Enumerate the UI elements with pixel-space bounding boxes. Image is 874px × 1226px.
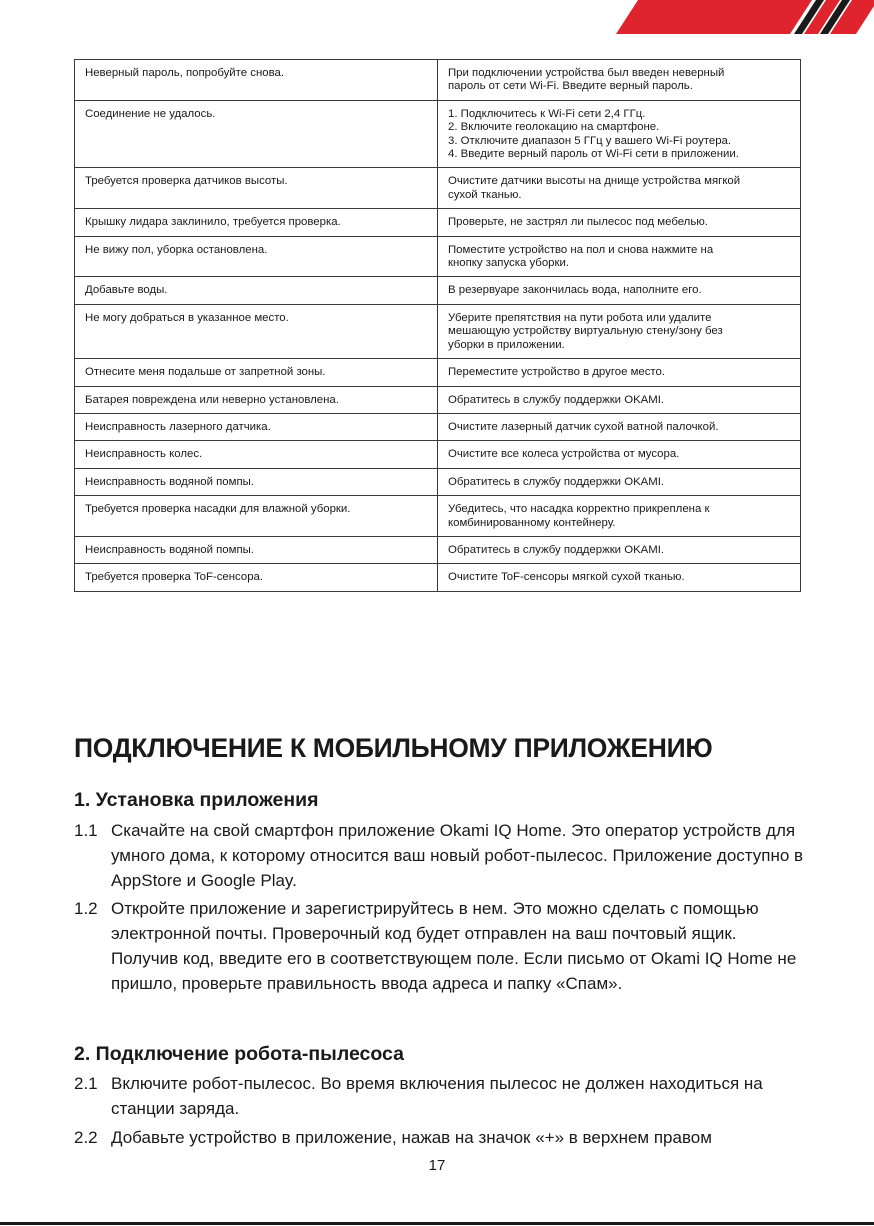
error-message-cell: Добавьте воды. [75, 277, 438, 304]
error-messages-table [74, 59, 801, 592]
solution-cell: При подключении устройства был введен неверный пароль от сети Wi-Fi. Введите верный пароль. [438, 60, 801, 101]
solution-cell: Уберите препятствия на пути робота или удалите мешающую устройству виртуальную стену/зону без уборки в приложении. [438, 304, 801, 358]
list-item-2-1 [74, 1071, 804, 1121]
error-message-cell: Требуется проверка насадки для влажной уборки. [75, 496, 438, 537]
item-number: 1.2 [74, 899, 98, 918]
error-message-cell: Неисправность водяной помпы. [75, 536, 438, 563]
corner-stripes-decoration [574, 0, 874, 34]
error-message-cell: Батарея повреждена или неверно установлена. [75, 386, 438, 413]
solution-cell: Обратитесь в службу поддержки OKAMI. [438, 386, 801, 413]
solution-cell: Очистите датчики высоты на днище устройства мягкой сухой тканью. [438, 168, 801, 209]
solution-cell: Проверьте, не застрял ли пылесос под мебелью. [438, 209, 801, 236]
list-item-1-2 [74, 896, 804, 996]
error-message-cell: Отнесите меня подальше от запретной зоны. [75, 359, 438, 386]
table-row [75, 468, 801, 495]
solution-cell: Обратитесь в службу поддержки OKAMI. [438, 468, 801, 495]
section-title-connect: 2. Подключение робота-пылесоса [74, 1043, 404, 1065]
list-item-2-2 [74, 1125, 804, 1150]
error-message-cell: Неисправность лазерного датчика. [75, 413, 438, 440]
error-message-cell: Соединение не удалось. [75, 100, 438, 168]
error-message-cell: Крышку лидара заклинило, требуется проверка. [75, 209, 438, 236]
error-message-cell: Неисправность водяной помпы. [75, 468, 438, 495]
error-message-cell: Неверный пароль, попробуйте снова. [75, 60, 438, 101]
table-row [75, 168, 801, 209]
table-row [75, 564, 801, 591]
table-row [75, 100, 801, 168]
table-row [75, 304, 801, 358]
solution-cell: Переместите устройство в другое место. [438, 359, 801, 386]
solution-cell: Поместите устройство на пол и снова нажмите на кнопку запуска уборки. [438, 236, 801, 277]
error-message-cell: Неисправность колес. [75, 441, 438, 468]
table-row [75, 209, 801, 236]
table-row [75, 277, 801, 304]
item-text: Откройте приложение и зарегистрируйтесь в нем. Это можно сделать с помощью электронной почты. Проверочный код будет отправлен на ваш почтовый ящик. Получив код, введите его в соответствующем поле. Если письмо от Okami IQ Home не пришло, проверьте правильность ввода адреса и папку «Спам». [111, 899, 797, 993]
section-title-install: 1. Установка приложения [74, 789, 319, 811]
table-row [75, 441, 801, 468]
list-item-1-1 [74, 818, 804, 893]
bottom-rule [0, 1222, 874, 1225]
solution-cell: Очистите ToF-сенсоры мягкой сухой тканью. [438, 564, 801, 591]
solution-cell: Обратитесь в службу поддержки OKAMI. [438, 536, 801, 563]
table-row [75, 496, 801, 537]
item-text: Включите робот-пылесос. Во время включения пылесос не должен находиться на станции заряда. [111, 1074, 763, 1118]
solution-cell: В резервуаре закончилась вода, наполните его. [438, 277, 801, 304]
solution-cell: Убедитесь, что насадка корректно прикреплена к комбинированному контейнеру. [438, 496, 801, 537]
error-message-cell: Требуется проверка ToF-сенсора. [75, 564, 438, 591]
table-row [75, 536, 801, 563]
error-message-cell: Не могу добраться в указанное место. [75, 304, 438, 358]
section-heading: ПОДКЛЮЧЕНИЕ К МОБИЛЬНОМУ ПРИЛОЖЕНИЮ [74, 733, 713, 763]
item-text: Добавьте устройство в приложение, нажав на значок «+» в верхнем правом [111, 1128, 712, 1147]
red-band [616, 0, 812, 34]
solution-cell: 1. Подключитесь к Wi-Fi сети 2,4 ГГц. 2. Включите геолокацию на смартфоне. 3. Отключите диапазон 5 ГГц у вашего Wi-Fi роутера. 4. Введите верный пароль от Wi-Fi сети в приложении. [438, 100, 801, 168]
table-row [75, 413, 801, 440]
solution-cell: Очистите лазерный датчик сухой ватной палочкой. [438, 413, 801, 440]
page-number: 17 [428, 1157, 446, 1174]
item-number: 2.1 [74, 1074, 98, 1093]
error-table-body [75, 60, 801, 592]
table-row [75, 236, 801, 277]
table-row [75, 359, 801, 386]
table-row [75, 386, 801, 413]
table-row [75, 60, 801, 101]
solution-cell: Очистите все колеса устройства от мусора. [438, 441, 801, 468]
item-number: 2.2 [74, 1128, 98, 1147]
error-message-cell: Требуется проверка датчиков высоты. [75, 168, 438, 209]
error-message-cell: Не вижу пол, уборка остановлена. [75, 236, 438, 277]
item-number: 1.1 [74, 821, 98, 840]
item-text: Скачайте на свой смартфон приложение Okami IQ Home. Это оператор устройств для умного дома, к которому относится ваш новый робот-пылесос. Приложение доступно в AppStore и Google Play. [111, 821, 804, 890]
